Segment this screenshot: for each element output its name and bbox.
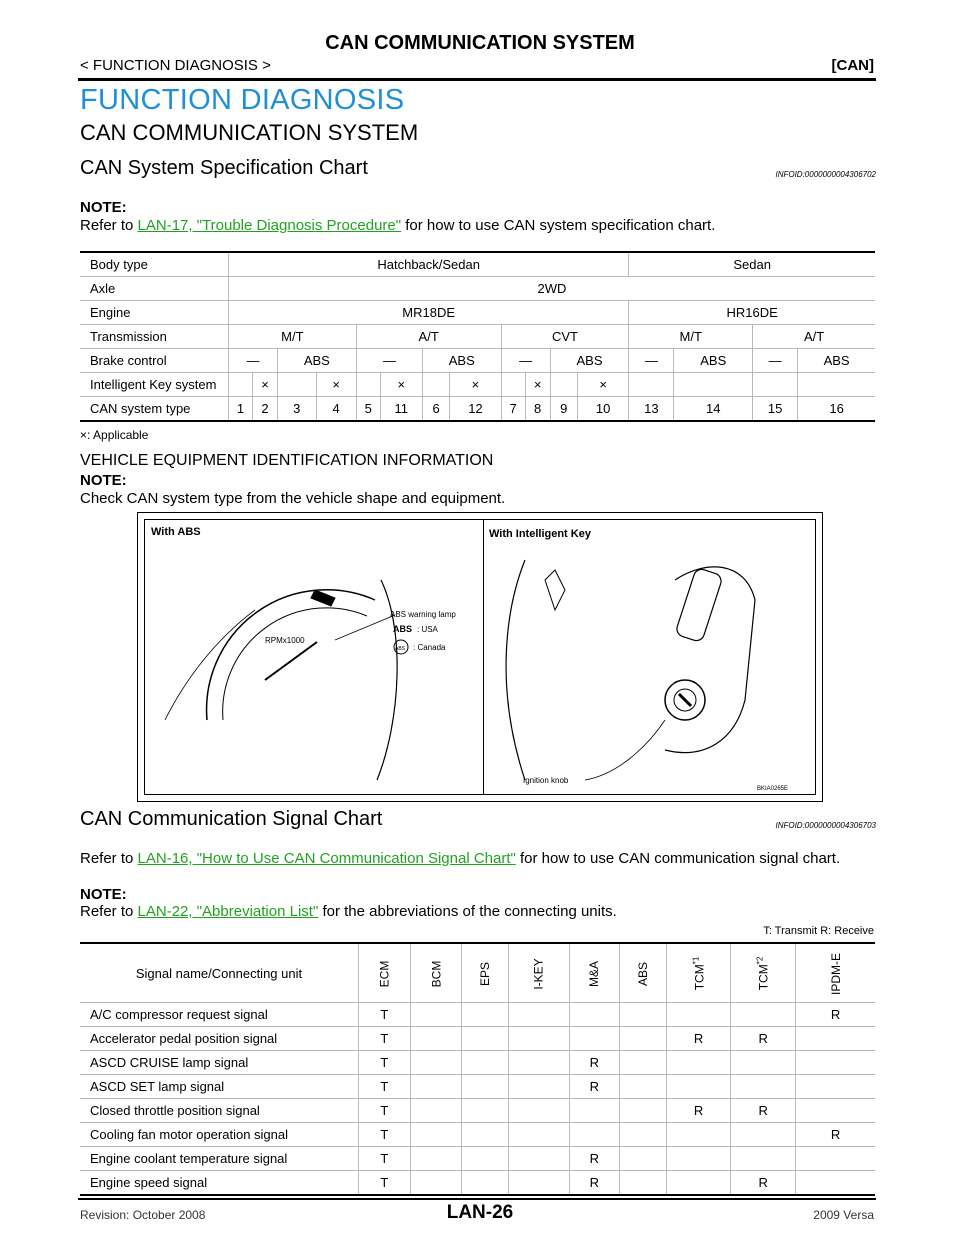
footer-rule	[78, 1198, 876, 1200]
table-cell	[410, 1147, 462, 1171]
revision-date: Revision: October 2008	[80, 1208, 206, 1222]
table-cell	[798, 373, 875, 397]
table-cell	[666, 1171, 731, 1196]
table-cell: T	[359, 1027, 411, 1051]
table-cell	[462, 1003, 509, 1027]
table-cell	[462, 1171, 509, 1196]
table-cell: T	[359, 1099, 411, 1123]
table-cell	[422, 373, 449, 397]
table-cell: ×	[252, 373, 277, 397]
table-cell	[731, 1075, 796, 1099]
table-cell	[410, 1003, 462, 1027]
table-cell	[796, 1099, 875, 1123]
table-cell: 15	[753, 397, 798, 422]
table-cell	[462, 1027, 509, 1051]
table-cell	[753, 373, 798, 397]
ignition-knob-icon	[506, 560, 755, 780]
signal-intro-text	[80, 850, 875, 868]
table-cell	[666, 1123, 731, 1147]
signal-name: Cooling fan motor operation signal	[80, 1123, 359, 1147]
column-header-text: ABS	[635, 961, 650, 986]
table-cell	[356, 373, 380, 397]
signal-name: ASCD SET lamp signal	[80, 1075, 359, 1099]
column-header	[569, 943, 619, 1003]
table-cell: 13	[629, 397, 674, 422]
column-header-text: ECM	[377, 960, 392, 987]
speedometer-gauge-icon	[165, 580, 397, 780]
table-cell: —	[629, 349, 674, 373]
applicable-legend: ×: Applicable	[80, 428, 149, 442]
table-cell: T	[359, 1123, 411, 1147]
column-header	[509, 943, 569, 1003]
note-text-post: for how to use CAN system specification chart.	[401, 217, 716, 234]
table-cell	[410, 1051, 462, 1075]
table-row	[80, 1123, 875, 1147]
footnote-mark: *2	[755, 956, 765, 964]
can-spec-table	[80, 251, 875, 422]
row-label: Engine	[80, 301, 229, 325]
table-row	[80, 325, 875, 349]
transmit-receive-legend: T: Transmit R: Receive	[763, 925, 874, 937]
note-text-pre: Refer to	[80, 217, 138, 234]
table-cell	[666, 1075, 731, 1099]
abs-badge-text: ABS	[395, 646, 406, 652]
table-cell: ×	[380, 373, 422, 397]
table-cell	[620, 1147, 667, 1171]
table-cell	[620, 1171, 667, 1196]
table-cell	[629, 373, 674, 397]
table-cell	[796, 1075, 875, 1099]
section-tag: [CAN]	[831, 57, 874, 74]
table-cell	[731, 1051, 796, 1075]
table-cell: M/T	[229, 325, 357, 349]
table-row	[80, 373, 875, 397]
figure-right-title: With Intelligent Key	[489, 528, 591, 540]
table-cell	[666, 1147, 731, 1171]
table-cell: T	[359, 1075, 411, 1099]
table-header-row	[80, 943, 875, 1003]
row-label: Body type	[80, 252, 229, 277]
table-cell	[569, 1123, 619, 1147]
figure-frame	[144, 519, 816, 795]
table-cell	[509, 1075, 569, 1099]
table-cell	[509, 1123, 569, 1147]
note-label: NOTE:	[80, 886, 127, 903]
signal-intro-post: for how to use CAN communication signal chart.	[515, 850, 841, 867]
table-cell: T	[359, 1147, 411, 1171]
row-label: Transmission	[80, 325, 229, 349]
column-header	[359, 943, 411, 1003]
canada-label: : Canada	[413, 643, 446, 652]
table-cell: T	[359, 1003, 411, 1027]
table-row	[80, 277, 875, 301]
table-cell: R	[569, 1171, 619, 1196]
table-cell: CVT	[501, 325, 629, 349]
table-cell: 2WD	[229, 277, 876, 301]
signal-name: Accelerator pedal position signal	[80, 1027, 359, 1051]
table-cell: 1	[229, 397, 253, 422]
rpm-label: RPMx1000	[265, 636, 305, 645]
table-cell: 12	[450, 397, 501, 422]
table-cell	[509, 1099, 569, 1123]
table-cell: 9	[550, 397, 577, 422]
column-header	[620, 943, 667, 1003]
table-row	[80, 1003, 875, 1027]
table-row	[80, 1075, 875, 1099]
table-cell	[410, 1027, 462, 1051]
column-header	[796, 943, 875, 1003]
note-text: Check CAN system type from the vehicle shape and equipment.	[80, 490, 506, 507]
table-cell: ×	[525, 373, 550, 397]
note3-post: for the abbreviations of the connecting units.	[318, 903, 617, 920]
model-year: 2009 Versa	[813, 1208, 874, 1222]
table-cell	[796, 1027, 875, 1051]
usa-label: : USA	[417, 625, 438, 634]
table-cell: 8	[525, 397, 550, 422]
vehicle-figure	[137, 512, 823, 802]
table-cell: ABS	[798, 349, 875, 373]
table-cell	[796, 1051, 875, 1075]
heading-vehicle-info: VEHICLE EQUIPMENT IDENTIFICATION INFORMATION	[80, 452, 494, 469]
table-cell: 3	[278, 397, 317, 422]
table-cell	[229, 373, 253, 397]
row-label: CAN system type	[80, 397, 229, 422]
table-cell	[509, 1051, 569, 1075]
table-cell	[509, 1171, 569, 1196]
column-header-text: TCM	[756, 963, 771, 990]
table-cell	[620, 1003, 667, 1027]
column-header	[410, 943, 462, 1003]
table-cell	[796, 1171, 875, 1196]
heading-signal-chart: CAN Communication Signal Chart	[80, 808, 383, 830]
signal-intro-pre: Refer to	[80, 850, 138, 867]
page-number: LAN-26	[446, 1202, 514, 1223]
table-cell: —	[501, 349, 550, 373]
column-header-text: TCM	[692, 963, 707, 990]
abs-text: ABS	[393, 624, 413, 634]
table-cell: MR18DE	[229, 301, 629, 325]
table-cell: —	[229, 349, 278, 373]
table-cell: A/T	[753, 325, 875, 349]
link-signal-chart[interactable]: LAN-16, "How to Use CAN Communication Signal Chart"	[137, 850, 516, 867]
table-cell: R	[731, 1099, 796, 1123]
table-cell: ABS	[550, 349, 629, 373]
signal-name: Closed throttle position signal	[80, 1099, 359, 1123]
signal-name: A/C compressor request signal	[80, 1003, 359, 1027]
column-header-text: BCM	[429, 960, 444, 987]
table-cell: ×	[316, 373, 356, 397]
table-row	[80, 349, 875, 373]
note-label: NOTE:	[80, 472, 127, 489]
abs-warning-label: ABS warning lamp	[390, 610, 456, 619]
ignition-knob-label: Ignition knob	[523, 776, 569, 785]
table-cell	[569, 1027, 619, 1051]
table-cell	[278, 373, 317, 397]
table-cell: 14	[674, 397, 753, 422]
table-cell	[462, 1123, 509, 1147]
row-label: Axle	[80, 277, 229, 301]
table-cell	[620, 1051, 667, 1075]
table-cell	[569, 1003, 619, 1027]
row-label: Brake control	[80, 349, 229, 373]
note-label: NOTE:	[80, 199, 127, 216]
table-cell: R	[731, 1171, 796, 1196]
table-cell: A/T	[356, 325, 501, 349]
column-header-text: EPS	[478, 961, 493, 986]
figure-illustration	[145, 520, 815, 794]
table-cell	[674, 373, 753, 397]
table-cell	[620, 1075, 667, 1099]
table-cell: 6	[422, 397, 449, 422]
column-header: Signal name/Connecting unit	[80, 943, 359, 1003]
table-cell	[462, 1147, 509, 1171]
figure-left-title: With ABS	[151, 526, 201, 538]
note-text	[80, 903, 617, 920]
note-text	[80, 217, 715, 234]
signal-name: Engine coolant temperature signal	[80, 1147, 359, 1171]
table-cell: —	[753, 349, 798, 373]
table-cell	[410, 1099, 462, 1123]
table-cell: T	[359, 1171, 411, 1196]
table-cell: 7	[501, 397, 525, 422]
column-header	[731, 943, 796, 1003]
table-cell: 16	[798, 397, 875, 422]
heading-spec-chart: CAN System Specification Chart	[80, 157, 368, 179]
table-cell: Sedan	[629, 252, 875, 277]
table-row	[80, 1099, 875, 1123]
signal-name: Engine speed signal	[80, 1171, 359, 1196]
note3-pre: Refer to	[80, 903, 138, 920]
table-cell: 2	[252, 397, 277, 422]
heading-function-diagnosis: FUNCTION DIAGNOSIS	[80, 84, 405, 116]
link-trouble-diagnosis[interactable]: LAN-17, "Trouble Diagnosis Procedure"	[137, 217, 402, 234]
table-cell: ×	[450, 373, 501, 397]
figure-code: BKIA0265E	[757, 786, 789, 792]
table-cell: R	[569, 1147, 619, 1171]
table-cell	[509, 1003, 569, 1027]
table-cell	[620, 1099, 667, 1123]
table-row	[80, 252, 875, 277]
table-row	[80, 397, 875, 422]
table-cell: R	[666, 1027, 731, 1051]
table-cell	[796, 1147, 875, 1171]
table-cell	[509, 1147, 569, 1171]
table-cell	[731, 1003, 796, 1027]
section-breadcrumb: < FUNCTION DIAGNOSIS >	[80, 57, 271, 74]
table-cell: ABS	[422, 349, 501, 373]
table-cell: ABS	[278, 349, 357, 373]
table-cell: R	[796, 1123, 875, 1147]
table-cell	[462, 1051, 509, 1075]
header-rule	[78, 78, 876, 81]
table-cell	[620, 1027, 667, 1051]
column-header	[462, 943, 509, 1003]
table-cell	[501, 373, 525, 397]
table-cell: T	[359, 1051, 411, 1075]
spec-infoid: INFOID:0000000004306702	[775, 170, 876, 179]
column-header	[666, 943, 731, 1003]
table-cell	[666, 1051, 731, 1075]
can-signal-table	[80, 942, 875, 1196]
signal-name: ASCD CRUISE lamp signal	[80, 1051, 359, 1075]
table-row	[80, 1147, 875, 1171]
table-cell: M/T	[629, 325, 753, 349]
table-cell: 4	[316, 397, 356, 422]
column-header-text: M&A	[587, 960, 602, 987]
table-cell: HR16DE	[629, 301, 875, 325]
heading-can-system: CAN COMMUNICATION SYSTEM	[80, 120, 419, 145]
table-cell: Hatchback/Sedan	[229, 252, 629, 277]
table-row	[80, 1051, 875, 1075]
table-cell	[731, 1147, 796, 1171]
table-cell: 10	[577, 397, 628, 422]
table-row	[80, 1027, 875, 1051]
footnote-mark: *1	[691, 956, 701, 964]
table-cell	[410, 1123, 462, 1147]
table-cell	[620, 1123, 667, 1147]
table-row	[80, 1171, 875, 1196]
link-abbreviation-list[interactable]: LAN-22, "Abbreviation List"	[137, 903, 319, 920]
page-title: CAN COMMUNICATION SYSTEM	[325, 32, 635, 54]
table-cell	[731, 1123, 796, 1147]
table-cell: —	[356, 349, 422, 373]
table-cell: 5	[356, 397, 380, 422]
table-cell	[666, 1003, 731, 1027]
table-cell	[410, 1171, 462, 1196]
table-cell: ABS	[674, 349, 753, 373]
table-cell: ×	[577, 373, 628, 397]
table-cell: R	[666, 1099, 731, 1123]
table-cell	[462, 1099, 509, 1123]
column-header-text: I-KEY	[531, 957, 546, 990]
table-cell	[462, 1075, 509, 1099]
row-label: Intelligent Key system	[80, 373, 229, 397]
table-cell: R	[796, 1003, 875, 1027]
table-cell	[509, 1027, 569, 1051]
table-cell	[410, 1075, 462, 1099]
signal-infoid: INFOID:0000000004306703	[775, 821, 876, 830]
table-cell: R	[731, 1027, 796, 1051]
table-row	[80, 301, 875, 325]
table-cell: R	[569, 1075, 619, 1099]
table-cell: 11	[380, 397, 422, 422]
table-cell	[550, 373, 577, 397]
column-header-text: IPDM-E	[828, 952, 843, 995]
table-cell	[569, 1099, 619, 1123]
table-cell: R	[569, 1051, 619, 1075]
